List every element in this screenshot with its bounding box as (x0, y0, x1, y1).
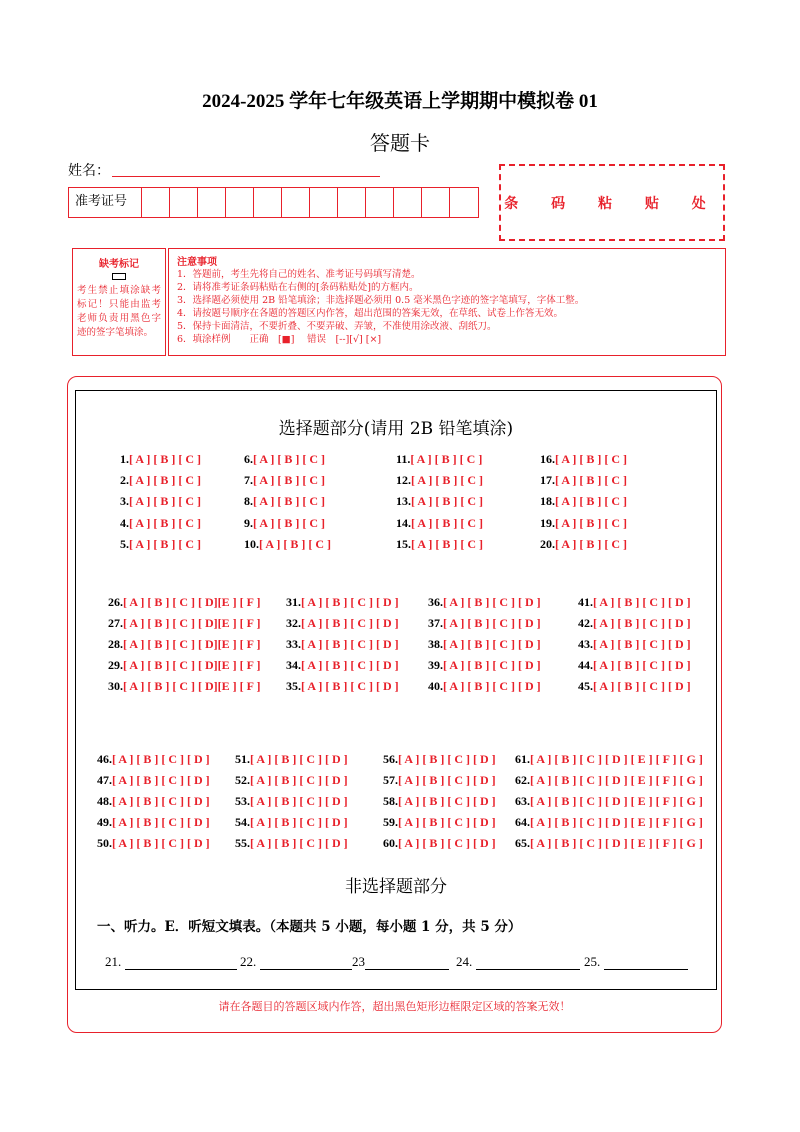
question-number: 11. (396, 452, 411, 466)
question-number: 7. (244, 473, 253, 488)
question-number: 15. (396, 536, 411, 551)
answer-options[interactable]: [ A ] [ B ] [ C ] [ D ] (250, 794, 348, 808)
question-number: 65. (515, 836, 530, 850)
name-label: 姓名： (68, 163, 110, 179)
page-title: 2024-2025 学年七年级英语上学期期中模拟卷 01 (202, 91, 598, 112)
exam-number-label: 准考证号 (69, 188, 142, 217)
question-number: 48. (97, 794, 112, 808)
answer-options[interactable]: [ A ] [ B ] [ C ] [ D ] (301, 679, 399, 693)
note-item: 3．选择题必须使用 2B 铅笔填涂；非选择题必须用 0.5 毫米黑色字迹的签字笔填写，字体工整。 (177, 295, 585, 306)
question-number: 9. (244, 515, 253, 530)
note-item: 2．请将准考证条码粘贴在右侧的[条码粘贴处]的方框内。 (177, 282, 419, 293)
question-number: 49. (97, 815, 112, 829)
question-number: 53. (235, 794, 250, 808)
question-number: 13. (396, 494, 411, 509)
question-number: 29. (108, 658, 123, 672)
question-row (515, 836, 703, 851)
question-row (428, 679, 541, 694)
blank-number: 22. (240, 954, 257, 969)
blank-line[interactable] (476, 957, 580, 970)
answer-options[interactable]: [ A ] [ B ] [ C ] [ D][E ] [ F ] (123, 679, 261, 693)
question-number: 18. (540, 494, 555, 509)
question-number: 32. (286, 616, 301, 630)
question-row (235, 836, 348, 851)
exam-number-cell[interactable] (170, 188, 198, 217)
answer-options[interactable]: [ A ] [ B ] [ C ] [ D ] (398, 752, 496, 766)
answer-options[interactable]: [ A ] [ B ] [ C ] [ D ] (443, 595, 541, 609)
blank-number: 21. (105, 954, 122, 969)
answer-options[interactable]: [ A ] [ B ] [ C ] [ D ] (443, 658, 541, 672)
answer-options[interactable]: [ A ] [ B ] [ C ] [ D][E ] [ F ] (123, 637, 261, 651)
question-row (97, 773, 210, 788)
blank-line[interactable] (604, 957, 688, 970)
question-number: 54. (235, 815, 250, 829)
question-number: 10. (244, 536, 259, 551)
answer-options[interactable]: [ A ] [ B ] [ C ] [ D ] (301, 616, 399, 630)
answer-options[interactable]: [ A ] [ B ] [ C ] [ D ] (593, 595, 691, 609)
answer-options[interactable]: [ A ] [ B ] [ C ] (129, 515, 201, 530)
answer-options[interactable]: [ A ] [ B ] [ C ] [ D ] [ E ] [ F ] [ G ] (530, 773, 703, 787)
exam-number-cell[interactable] (338, 188, 366, 217)
answer-options[interactable]: [ A ] [ B ] [ C ] [ D ] (398, 836, 496, 850)
page-subtitle: 答题卡 (370, 131, 430, 155)
answer-options[interactable]: [ A ] [ B ] [ C ] (555, 515, 627, 530)
question-row (578, 679, 691, 694)
question-row (578, 595, 691, 610)
question-number: 58. (383, 794, 398, 808)
question-row (108, 679, 261, 694)
question-number: 47. (97, 773, 112, 787)
question-number: 50. (97, 836, 112, 850)
absent-mark-title: 缺考标记 (99, 259, 139, 270)
question-row (540, 473, 627, 488)
exam-number-cell[interactable] (282, 188, 310, 217)
question-row (244, 537, 331, 552)
question-row (286, 658, 399, 673)
answer-options[interactable]: [ A ] [ B ] [ C ] (129, 494, 201, 509)
answer-options[interactable]: [ A ] [ B ] [ C ] [ D ] [ E ] [ F ] [ G ] (530, 794, 703, 808)
answer-options[interactable]: [ A ] [ B ] [ C ] [ D ] (443, 616, 541, 630)
question-row (515, 815, 703, 830)
question-row (428, 595, 541, 610)
question-row (97, 815, 210, 830)
answer-options[interactable]: [ A ] [ B ] [ C ] [ D ] (398, 815, 496, 829)
question-row (108, 658, 261, 673)
answer-options[interactable]: [ A ] [ B ] [ C ] [ D ] (112, 815, 210, 829)
question-number: 56. (383, 752, 398, 766)
answer-options[interactable]: [ A ] [ B ] [ C ] (129, 536, 201, 551)
question-row (515, 773, 703, 788)
question-number: 41. (578, 595, 593, 609)
name-field[interactable] (112, 176, 380, 177)
question-row (515, 752, 703, 767)
question-number: 57. (383, 773, 398, 787)
question-row (108, 637, 261, 652)
exam-number-cell[interactable] (450, 188, 478, 217)
question-number: 44. (578, 658, 593, 672)
question-number: 46. (97, 752, 112, 766)
absent-mark-box[interactable] (112, 273, 126, 280)
question-number: 3. (120, 494, 129, 509)
question-row (97, 752, 210, 767)
answer-options[interactable]: [ A ] [ B ] [ C ] [ D ] (301, 637, 399, 651)
blank-number: 23 (352, 954, 365, 969)
question-row (428, 637, 541, 652)
answer-options[interactable]: [ A ] [ B ] [ C ] [ D ] (443, 679, 541, 693)
question-number: 36. (428, 595, 443, 609)
question-row (383, 815, 496, 830)
question-number: 43. (578, 637, 593, 651)
blank-25[interactable] (584, 954, 688, 970)
question-row (235, 815, 348, 830)
answer-options[interactable]: [ A ] [ B ] [ C ] [ D ] (112, 752, 210, 766)
question-row (120, 452, 201, 467)
question-number: 51. (235, 752, 250, 766)
question-row (396, 494, 483, 509)
question-row (286, 595, 399, 610)
question-row (286, 637, 399, 652)
question-row (244, 452, 325, 467)
exam-number-cell[interactable] (254, 188, 282, 217)
answer-options[interactable]: [ A ] [ B ] [ C ] [ D][E ] [ F ] (123, 616, 261, 630)
question-row (383, 752, 496, 767)
question-number: 64. (515, 815, 530, 829)
answer-options[interactable]: [ A ] [ B ] [ C ] [ D ] (112, 836, 210, 850)
question-number: 35. (286, 679, 301, 693)
question-row (235, 773, 348, 788)
question-number: 20. (540, 536, 555, 551)
exam-number-cell[interactable] (422, 188, 450, 217)
blank-line[interactable] (365, 957, 449, 970)
note-item: 6．填涂样例 正确 [■] 错误 [--][√] [×] (177, 334, 382, 345)
question-number: 5. (120, 536, 129, 551)
question-number: 19. (540, 515, 555, 530)
question-row (120, 494, 201, 509)
answer-options[interactable]: [ A ] [ B ] [ C ] (411, 473, 483, 488)
question-number: 8. (244, 494, 253, 509)
exam-number-cell[interactable] (226, 188, 254, 217)
question-row (120, 516, 201, 531)
blank-23[interactable] (352, 954, 449, 970)
answer-options[interactable]: [ A ] [ B ] [ C ] (555, 536, 627, 551)
answer-options[interactable]: [ A ] [ B ] [ C ] (253, 494, 325, 509)
question-number: 39. (428, 658, 443, 672)
answer-options[interactable]: [ A ] [ B ] [ C ] [ D][E ] [ F ] (123, 595, 261, 609)
exam-number-cell[interactable] (366, 188, 394, 217)
question-row (396, 537, 483, 552)
answer-options[interactable]: [ A ] [ B ] [ C ] [ D ] (112, 794, 210, 808)
question-number: 55. (235, 836, 250, 850)
question-number: 38. (428, 637, 443, 651)
absent-mark-text: 考生禁止填涂缺考标记！只能由监考老师负责用黑色字迹的签字笔填涂。 (77, 285, 161, 338)
answer-options[interactable]: [ A ] [ B ] [ C ] [ D ] [ E ] [ F ] [ G ] (530, 752, 703, 766)
question-number: 6. (244, 452, 253, 466)
question-number: 28. (108, 637, 123, 651)
exam-number-cell[interactable] (394, 188, 422, 217)
question-row (120, 537, 201, 552)
question-row (235, 794, 348, 809)
question-number: 31. (286, 595, 301, 609)
answer-options[interactable]: [ A ] [ B ] [ C ] [ D ] (593, 616, 691, 630)
question-row (578, 637, 691, 652)
answer-options[interactable]: [ A ] [ B ] [ C ] (411, 494, 483, 509)
question-number: 12. (396, 473, 411, 488)
question-number: 16. (540, 452, 555, 466)
question-number: 1. (120, 452, 129, 466)
blank-24[interactable] (456, 954, 580, 970)
answer-options[interactable]: [ A ] [ B ] [ C ] (411, 515, 483, 530)
answer-options[interactable]: [ A ] [ B ] [ C ] (555, 473, 627, 488)
answer-options[interactable]: [ A ] [ B ] [ C ] [ D ] (250, 773, 348, 787)
answer-options[interactable]: [ A ] [ B ] [ C ] [ D ] (301, 595, 399, 609)
question-number: 4. (120, 515, 129, 530)
question-number: 30. (108, 679, 123, 693)
question-row (244, 494, 325, 509)
question-row (383, 794, 496, 809)
answer-options[interactable]: [ A ] [ B ] [ C ] (259, 536, 331, 551)
exam-number-cell[interactable] (142, 188, 170, 217)
question-row (97, 836, 210, 851)
answer-options[interactable]: [ A ] [ B ] [ C ] [ D ] (250, 815, 348, 829)
blank-number: 25. (584, 954, 601, 969)
exam-number-field[interactable] (68, 187, 479, 218)
answer-options[interactable]: [ A ] [ B ] [ C ] [ D ] (398, 773, 496, 787)
question-row (540, 537, 627, 552)
question-number: 33. (286, 637, 301, 651)
question-row (396, 516, 483, 531)
question-number: 62. (515, 773, 530, 787)
note-item: 4．请按题号顺序在各题的答题区内作答，超出范围的答案无效，在草纸、试卷上作答无效。 (177, 308, 564, 319)
question-number: 59. (383, 815, 398, 829)
question-row (578, 616, 691, 631)
question-row (383, 773, 496, 788)
answer-options[interactable]: [ A ] [ B ] [ C ] (253, 473, 325, 488)
blank-line[interactable] (125, 957, 237, 970)
question-row (428, 658, 541, 673)
answer-options[interactable]: [ A ] [ B ] [ C ] (410, 452, 483, 466)
answer-options[interactable]: [ A ] [ B ] [ C ] [ D ] (301, 658, 399, 672)
choice-section-title: 选择题部分(请用 2B 铅笔填涂) (278, 419, 514, 439)
question-row (540, 494, 627, 509)
answer-options[interactable]: [ A ] [ B ] [ C ] (253, 452, 325, 466)
answer-options[interactable]: [ A ] [ B ] [ C ] [ D ] [ E ] [ F ] [ G ] (530, 815, 703, 829)
question-row (244, 516, 325, 531)
question-number: 27. (108, 616, 123, 630)
notes-title: 注意事项 (177, 257, 217, 268)
blank-22[interactable] (240, 954, 352, 970)
question-row (396, 452, 482, 467)
answer-options[interactable]: [ A ] [ B ] [ C ] [ D ] [ E ] [ F ] [ G ] (530, 836, 703, 850)
question-number: 14. (396, 515, 411, 530)
answer-options[interactable]: [ A ] [ B ] [ C ] [ D ] (593, 637, 691, 651)
listening-title: 一、听力。E．听短文填表。（本题共 5 小题，每小题 1 分，共 5 分） (97, 919, 522, 935)
question-number: 45. (578, 679, 593, 693)
question-number: 26. (108, 595, 123, 609)
question-number: 61. (515, 752, 530, 766)
answer-options[interactable]: [ A ] [ B ] [ C ] [ D ] (443, 637, 541, 651)
barcode-area: 条 码 粘 贴 处 (499, 164, 725, 241)
question-row (540, 516, 627, 531)
question-row (244, 473, 325, 488)
blank-number: 24. (456, 954, 473, 969)
question-number: 60. (383, 836, 398, 850)
question-number: 17. (540, 473, 555, 488)
question-number: 63. (515, 794, 530, 808)
question-row (515, 794, 703, 809)
question-row (383, 836, 496, 851)
question-number: 40. (428, 679, 443, 693)
question-row (540, 452, 627, 467)
answer-options[interactable]: [ A ] [ B ] [ C ] [ D ] (250, 752, 348, 766)
question-row (108, 595, 261, 610)
answer-options[interactable]: [ A ] [ B ] [ C ] [ D ] (593, 658, 691, 672)
question-row (108, 616, 261, 631)
question-row (120, 473, 201, 488)
answer-options[interactable]: [ A ] [ B ] [ C ] (253, 515, 325, 530)
blank-line[interactable] (260, 957, 352, 970)
question-number: 2. (120, 473, 129, 488)
note-item: 5．保持卡面清洁，不要折叠、不要弄破、弄皱，不准使用涂改液、刮纸刀。 (177, 321, 497, 332)
question-row (286, 679, 399, 694)
question-number: 37. (428, 616, 443, 630)
answer-options[interactable]: [ A ] [ B ] [ C ] [ D ] (593, 679, 691, 693)
notes-panel (168, 248, 726, 356)
question-number: 52. (235, 773, 250, 787)
question-row (235, 752, 348, 767)
question-row (286, 616, 399, 631)
answer-options[interactable]: [ A ] [ B ] [ C ] (411, 536, 483, 551)
answer-options[interactable]: [ A ] [ B ] [ C ] (555, 452, 627, 466)
answer-options[interactable]: [ A ] [ B ] [ C ] [ D ] (398, 794, 496, 808)
absent-mark-panel (72, 248, 166, 356)
question-row (97, 794, 210, 809)
answer-options[interactable]: [ A ] [ B ] [ C ] [ D][E ] [ F ] (123, 658, 261, 672)
answer-options[interactable]: [ A ] [ B ] [ C ] [ D ] (250, 836, 348, 850)
nonchoice-section-title: 非选择题部分 (345, 877, 447, 897)
answer-options[interactable]: [ A ] [ B ] [ C ] (129, 452, 201, 466)
question-row (578, 658, 691, 673)
answer-options[interactable]: [ A ] [ B ] [ C ] (129, 473, 201, 488)
exam-number-cell[interactable] (310, 188, 338, 217)
question-number: 34. (286, 658, 301, 672)
note-item: 1．答题前，考生先将自己的姓名、准考证号码填写清楚。 (177, 269, 421, 280)
question-number: 42. (578, 616, 593, 630)
exam-number-cell[interactable] (198, 188, 226, 217)
answer-options[interactable]: [ A ] [ B ] [ C ] [ D ] (112, 773, 210, 787)
blank-21[interactable] (105, 954, 237, 970)
answer-options[interactable]: [ A ] [ B ] [ C ] (555, 494, 627, 509)
question-row (428, 616, 541, 631)
footer-warning: 请在各题目的答题区域内作答，超出黑色矩形边框限定区域的答案无效！ (218, 1000, 571, 1013)
question-row (396, 473, 483, 488)
